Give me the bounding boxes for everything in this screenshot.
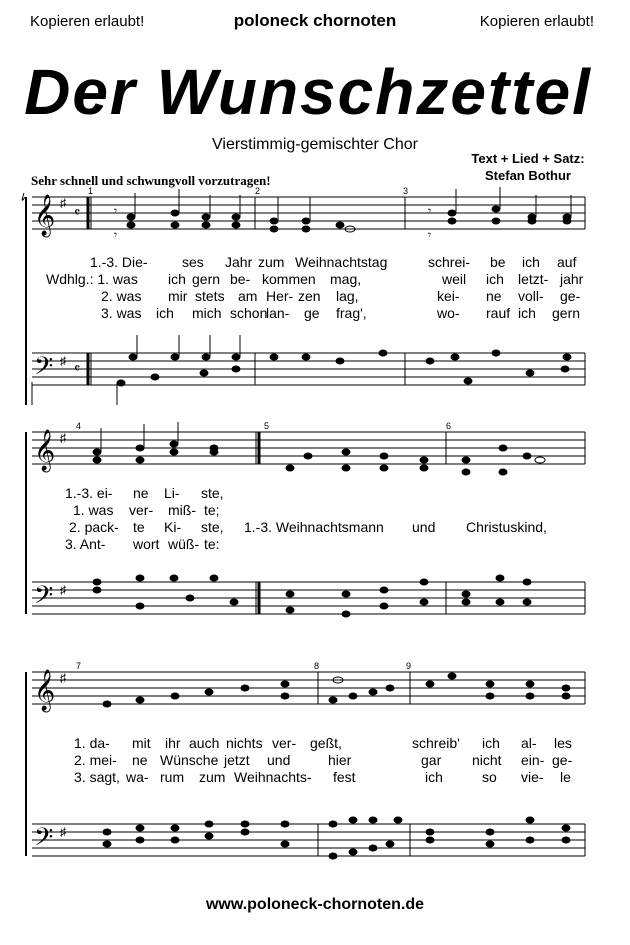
- lyric-word: wa-: [126, 769, 149, 785]
- measure-number: 2: [255, 186, 261, 196]
- lyric-word: weil: [442, 271, 467, 287]
- tempo-marking: Sehr schnell und schwungvoll vorzutragen!: [31, 173, 271, 188]
- lyric-word: ses: [182, 254, 204, 270]
- key-signature-2: ♯: [60, 431, 66, 445]
- lyric-word: ge-: [552, 752, 573, 768]
- lyric-word: 2. was: [101, 288, 142, 304]
- lyric-word: te: [133, 519, 145, 535]
- lyric-word: 2. mei-: [74, 752, 117, 768]
- lyric-word: Weihnachts-: [234, 769, 312, 785]
- lyric-word: ste,: [201, 485, 224, 501]
- lyric-word: mit: [132, 735, 151, 751]
- footer-website: www.poloneck-chornoten.de: [205, 896, 425, 913]
- lyric-word: zen: [298, 288, 321, 304]
- svg-text:𝄾: 𝄾: [428, 228, 432, 242]
- bass-clef-3: 𝄢: [34, 824, 54, 857]
- lyric-word: gern: [552, 305, 581, 321]
- credit-line-1: Text + Lied + Satz:: [471, 151, 585, 166]
- lyric-word: Wdhlg.: 1. was: [46, 271, 138, 287]
- key-signature-bass-2: ♯: [60, 583, 66, 597]
- lyric-word: Weihnachtstag: [295, 254, 388, 270]
- lyric-word: te:: [204, 536, 220, 552]
- lyric-word: rum: [160, 769, 185, 785]
- notes-bass-3: [103, 817, 570, 859]
- lyric-word: ich: [522, 254, 540, 270]
- lyric-word: schon: [230, 305, 268, 321]
- lyric-word: be-: [230, 271, 251, 287]
- lyric-word: le: [560, 769, 571, 785]
- lyric-word: gar: [421, 752, 442, 768]
- lyric-word: mag,: [330, 271, 362, 287]
- system-1-staves: [26, 382, 32, 405]
- lyric-word: auf: [557, 254, 577, 270]
- lyric-word: zum: [258, 254, 285, 270]
- lyric-word: 1. was: [73, 502, 114, 518]
- lyric-word: so: [482, 769, 497, 785]
- copy-allowed-left: Kopieren erlaubt!: [30, 13, 145, 30]
- svg-text:𝄾: 𝄾: [114, 228, 118, 242]
- lyric-word: kei-: [437, 288, 460, 304]
- lyric-word: ihr: [165, 735, 181, 751]
- brand-name: poloneck chornoten: [233, 11, 397, 30]
- lyric-word: fest: [333, 769, 356, 785]
- time-signature-1: 𝄴: [74, 204, 81, 220]
- lyric-word: zum: [199, 769, 226, 785]
- lyric-word: 1.-3. Die-: [90, 254, 148, 270]
- lyric-word: Li-: [164, 485, 180, 501]
- measure-number: 4: [76, 421, 82, 431]
- lyric-word: 1. da-: [74, 735, 110, 751]
- lyric-word: und: [267, 752, 291, 768]
- lyric-word: jetzt: [224, 752, 250, 768]
- lyric-word: ver-: [272, 735, 297, 751]
- bass-staff-2: [32, 582, 585, 614]
- barlines-3: [318, 672, 585, 856]
- lyric-word: voll-: [518, 288, 544, 304]
- lyric-word: 1.-3. Weihnachtsmann: [244, 519, 384, 535]
- treble-clef-1: 𝄞: [34, 194, 56, 235]
- notes-treble-1: [127, 187, 571, 232]
- lyric-word: Wünsche: [160, 752, 219, 768]
- subtitle: Vierstimmig-gemischter Chor: [212, 136, 418, 153]
- svg-text:𝄾: 𝄾: [114, 204, 118, 218]
- lyric-word: geßt,: [310, 735, 342, 751]
- lyric-word: ich: [425, 769, 443, 785]
- lyric-word: gern: [192, 271, 221, 287]
- notes-bass-2: [93, 575, 531, 617]
- lyric-word: ne: [133, 485, 149, 501]
- lyric-word: lan-: [266, 305, 290, 321]
- treble-clef-2: 𝄞: [34, 429, 56, 470]
- measure-number: 8: [314, 661, 320, 671]
- lyric-word: jahr: [560, 271, 584, 287]
- lyric-word: Ki-: [164, 519, 182, 535]
- lyric-word: miß-: [168, 502, 196, 518]
- lyric-word: ich: [156, 305, 174, 321]
- lyric-word: schreib': [412, 735, 460, 751]
- measure-number: 3: [403, 186, 409, 196]
- lyric-word: wort: [133, 536, 160, 552]
- measure-number: 6: [446, 421, 452, 431]
- lyric-word: Christuskind,: [466, 519, 547, 535]
- lyric-word: al-: [521, 735, 537, 751]
- lyric-word: be: [490, 254, 506, 270]
- title-lettering: [0, 40, 630, 135]
- lyric-word: ge-: [560, 288, 581, 304]
- key-signature-1: ♯: [60, 196, 66, 210]
- lyric-word: ich: [518, 305, 536, 321]
- bass-clef-2: 𝄢: [34, 582, 54, 615]
- lyric-word: Her-: [266, 288, 294, 304]
- treble-staff-3: [32, 672, 585, 704]
- bass-clef-1: 𝄢: [34, 353, 54, 386]
- lyric-word: ich: [486, 271, 504, 287]
- key-signature-3: ♯: [60, 671, 66, 685]
- lyric-word: 2. pack-: [69, 519, 119, 535]
- lyric-word: stets: [195, 288, 225, 304]
- measure-number: 7: [76, 661, 82, 671]
- lyric-word: schrei-: [428, 254, 471, 270]
- treble-clef-3: 𝄞: [34, 669, 56, 710]
- lyric-word: les: [554, 735, 572, 751]
- lyric-word: ste,: [201, 519, 224, 535]
- lyric-word: 3. was: [101, 305, 142, 321]
- lyric-word: te;: [204, 502, 220, 518]
- lyric-word: ge: [304, 305, 320, 321]
- lyric-word: auch: [189, 735, 220, 751]
- lyric-word: nichts: [226, 735, 263, 751]
- lyric-word: ein-: [521, 752, 545, 768]
- lyric-word: am: [238, 288, 258, 304]
- notes-treble-3: [103, 673, 570, 707]
- lyric-word: wo-: [437, 305, 460, 321]
- copy-allowed-right: Kopieren erlaubt!: [479, 13, 594, 30]
- lyric-word: Jahr: [225, 254, 253, 270]
- lyric-word: 1.-3. ei-: [65, 485, 113, 501]
- key-signature-bass-3: ♯: [60, 825, 66, 839]
- lyric-word: 3. sagt,: [74, 769, 120, 785]
- svg-text:𝄾: 𝄾: [428, 204, 432, 218]
- lyric-word: frag',: [336, 305, 367, 321]
- lyric-word: mich: [192, 305, 222, 321]
- lyric-word: lag,: [336, 288, 359, 304]
- song-title: Der Wunschzettel: [24, 56, 592, 128]
- lyric-word: mir: [168, 288, 188, 304]
- notes-bass-1: [117, 335, 571, 405]
- lyric-word: nicht: [472, 752, 502, 768]
- key-signature-bass-1: ♯: [60, 354, 66, 368]
- lyric-word: hier: [328, 752, 352, 768]
- measure-number: 1: [88, 186, 94, 196]
- time-signature-bass-1: 𝄴: [74, 360, 81, 376]
- lyric-word: ne: [486, 288, 502, 304]
- credit-line-2: Stefan Bothur: [485, 168, 571, 183]
- lyric-word: ne: [132, 752, 148, 768]
- lyric-word: ich: [482, 735, 500, 751]
- measure-number: 9: [406, 661, 412, 671]
- lyric-word: ich: [168, 271, 186, 287]
- lyric-word: rauf: [486, 305, 511, 321]
- lyric-word: 3. Ant-: [65, 536, 106, 552]
- lyric-word: ver-: [129, 502, 154, 518]
- bass-staff-3: [32, 824, 585, 856]
- measure-number: 5: [264, 421, 270, 431]
- lyric-word: kommen: [262, 271, 316, 287]
- lyric-word: und: [412, 519, 436, 535]
- lyric-word: vie-: [521, 769, 544, 785]
- lyric-word: wüß-: [168, 536, 200, 552]
- lyric-word: letzt-: [518, 271, 549, 287]
